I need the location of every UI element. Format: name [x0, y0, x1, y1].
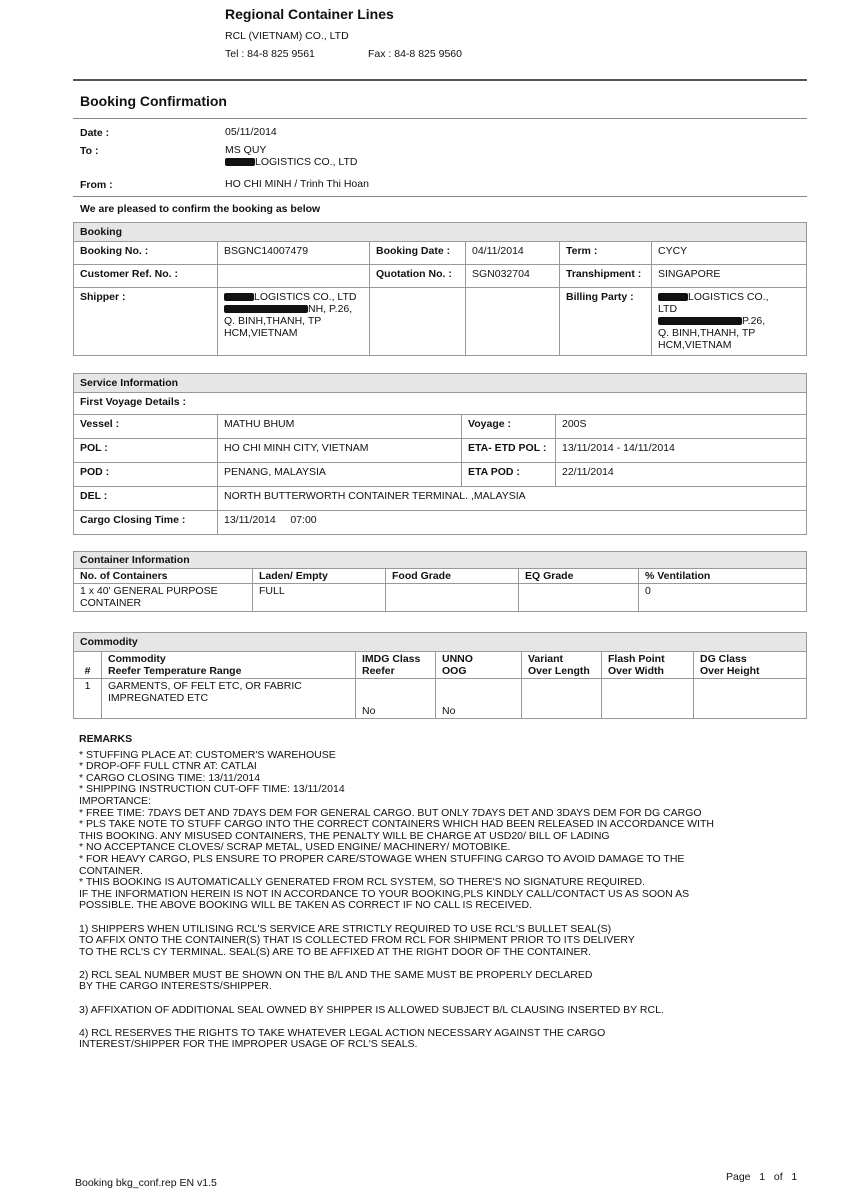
- commodity-table: [73, 632, 807, 719]
- office-name: RCL (VIETNAM) CO., LTD: [225, 30, 349, 42]
- billing-party-label: Billing Party :: [560, 288, 652, 356]
- oog-value: No: [436, 679, 522, 719]
- commodity-col-imdg: IMDG Class Reefer: [356, 652, 436, 679]
- laden-empty: FULL: [253, 584, 386, 612]
- shipper-label: Shipper :: [74, 288, 218, 356]
- term-label: Term :: [560, 242, 652, 265]
- booking-table: [73, 222, 807, 356]
- redaction-mark: [224, 293, 254, 301]
- remark-line: * SHIPPING INSTRUCTION CUT-OFF TIME: 13/11/2014: [79, 783, 345, 796]
- to-company: LOGISTICS CO., LTD: [225, 156, 358, 168]
- booking-section-header: Booking: [74, 223, 807, 242]
- eta-pod-label: ETA POD :: [462, 463, 556, 487]
- fax-number: Fax : 84-8 825 9560: [368, 48, 462, 60]
- intro-text: We are pleased to confirm the booking as below: [80, 203, 321, 215]
- remark-line: 1) SHIPPERS WHEN UTILISING RCL'S SERVICE ARE STRICTLY REQUIRED TO USE RCL'S BULLET SEAL(S): [79, 922, 612, 935]
- remark-line: * PLS TAKE NOTE TO STUFF CARGO INTO THE CORRECT CONTAINERS WHICH HAD BEEN RELEASED IN ACCORDANCE WITH: [79, 818, 714, 831]
- quotation-label: Quotation No. :: [370, 265, 466, 288]
- reefer-value: No: [356, 679, 436, 719]
- to-label: To :: [80, 145, 99, 157]
- del-value: NORTH BUTTERWORTH CONTAINER TERMINAL. ,MALAYSIA: [218, 487, 807, 511]
- eq-grade: [519, 584, 639, 612]
- transhipment-label: Transhipment :: [560, 265, 652, 288]
- remark-line: THIS BOOKING. ANY MISUSED CONTAINERS, THE PENALTY WILL BE CHARGE AT USD20/ BILL OF LADING: [79, 829, 610, 842]
- ventilation: 0: [639, 584, 807, 612]
- remark-line: TO AFFIX ONTO THE CONTAINER(S) THAT IS COLLECTED FROM RCL FOR SHIPMENT PRIOR TO ITS DELIVERY: [79, 934, 635, 947]
- container-count: 1 x 40' GENERAL PURPOSE CONTAINER: [74, 584, 253, 612]
- remark-line: TO THE RCL'S CY TERMINAL. SEAL(S) ARE TO BE AFFIXED AT THE RIGHT DOOR OF THE CONTAINER.: [79, 945, 591, 958]
- remark-line: 2) RCL SEAL NUMBER MUST BE SHOWN ON THE B/L AND THE SAME MUST BE PROPERLY DECLARED: [79, 968, 593, 981]
- redaction-mark: [225, 158, 255, 166]
- commodity-row-no: 1: [74, 679, 102, 719]
- container-table: [73, 551, 807, 612]
- first-voyage-label: First Voyage Details :: [74, 393, 807, 415]
- remark-line: INTEREST/SHIPPER FOR THE IMPROPER USAGE OF RCL'S SEALS.: [79, 1038, 418, 1051]
- booking-no: BSGNC14007479: [218, 242, 370, 265]
- container-section-header: Container Information: [74, 552, 807, 569]
- commodity-col-unno: UNNO OOG: [436, 652, 522, 679]
- remark-line: 3) AFFIXATION OF ADDITIONAL SEAL OWNED BY SHIPPER IS ALLOWED SUBJECT B/L CLAUSING INSERTED BY RCL.: [79, 1003, 664, 1016]
- booking-date-label: Booking Date :: [370, 242, 466, 265]
- transhipment-value: SINGAPORE: [652, 265, 807, 288]
- empty-cell: [370, 288, 466, 356]
- redaction-mark: [658, 293, 688, 301]
- company-name: Regional Container Lines: [225, 6, 394, 22]
- remark-line: * THIS BOOKING IS AUTOMATICALLY GENERATED FROM RCL SYSTEM, SO THERE'S NO SIGNATURE REQUIRED.: [79, 876, 645, 889]
- title-rule: [73, 118, 807, 119]
- remarks-title: REMARKS: [79, 733, 133, 745]
- cargo-closing-value: 13/11/2014 07:00: [218, 511, 807, 535]
- shipper-address: LOGISTICS CO., LTD NH, P.26, Q. BINH,THANH, TP HCM,VIETNAM: [218, 288, 370, 356]
- from-value: HO CHI MINH / Trinh Thi Hoan: [225, 178, 369, 190]
- remark-line: * CARGO CLOSING TIME: 13/11/2014: [79, 771, 261, 784]
- booking-no-label: Booking No. :: [74, 242, 218, 265]
- cargo-closing-label: Cargo Closing Time :: [74, 511, 218, 535]
- container-header: % Ventilation: [639, 569, 807, 584]
- remark-line: POSSIBLE. THE ABOVE BOOKING WILL BE TAKEN AS CORRECT IF NO CALL IS RECEIVED.: [79, 899, 532, 912]
- remark-line: [79, 993, 799, 1005]
- commodity-col-variant: Variant Over Length: [522, 652, 602, 679]
- commodity-col-dg: DG Class Over Height: [694, 652, 807, 679]
- del-label: DEL :: [74, 487, 218, 511]
- commodity-col-commodity: Commodity Reefer Temperature Range: [102, 652, 356, 679]
- empty-cell: [694, 679, 807, 719]
- container-header: Laden/ Empty: [253, 569, 386, 584]
- pod-label: POD :: [74, 463, 218, 487]
- date-value: 05/11/2014: [225, 126, 277, 138]
- term-value: CYCY: [652, 242, 807, 265]
- remark-line: IMPORTANCE:: [79, 794, 151, 807]
- remark-line: * FOR HEAVY CARGO, PLS ENSURE TO PROPER CARE/STOWAGE WHEN STUFFING CARGO TO AVOID DAMAGE TO THE: [79, 852, 685, 865]
- service-table: [73, 373, 807, 535]
- vessel-value: MATHU BHUM: [218, 415, 462, 439]
- booking-date: 04/11/2014: [466, 242, 560, 265]
- redaction-mark: [224, 305, 308, 313]
- quotation-no: SGN032704: [466, 265, 560, 288]
- billing-party-address: LOGISTICS CO., LTD P.26, Q. BINH,THANH, TP HCM,VIETNAM: [652, 288, 807, 356]
- pod-value: PENANG, MALAYSIA: [218, 463, 462, 487]
- empty-cell: [602, 679, 694, 719]
- food-grade: [386, 584, 519, 612]
- empty-cell: [466, 288, 560, 356]
- customer-ref: [218, 265, 370, 288]
- meta-rule: [73, 196, 807, 197]
- redaction-mark: [658, 317, 742, 325]
- pol-value: HO CHI MINH CITY, VIETNAM: [218, 439, 462, 463]
- remark-line: 4) RCL RESERVES THE RIGHTS TO TAKE WHATEVER LEGAL ACTION NECESSARY AGAINST THE CARGO: [79, 1026, 606, 1039]
- date-label: Date :: [80, 127, 110, 139]
- voyage-value: 200S: [556, 415, 807, 439]
- service-section-header: Service Information: [74, 374, 807, 393]
- eta-pod-value: 22/11/2014: [556, 463, 807, 487]
- remark-line: * NO ACCEPTANCE CLOVES/ SCRAP METAL, USED ENGINE/ MACHINERY/ MOTOBIKE.: [79, 841, 511, 854]
- commodity-description: GARMENTS, OF FELT ETC, OR FABRIC IMPREGNATED ETC: [102, 679, 356, 719]
- header-rule: [73, 79, 807, 81]
- pol-label: POL :: [74, 439, 218, 463]
- eta-etd-pol-value: 13/11/2014 - 14/11/2014: [556, 439, 807, 463]
- customer-ref-label: Customer Ref. No. :: [74, 265, 218, 288]
- to-name: MS QUY: [225, 144, 267, 156]
- vessel-label: Vessel :: [74, 415, 218, 439]
- commodity-col-no: #: [74, 652, 102, 679]
- remark-line: BY THE CARGO INTERESTS/SHIPPER.: [79, 980, 272, 993]
- remark-line: * STUFFING PLACE AT: CUSTOMER'S WAREHOUSE: [79, 748, 336, 761]
- remark-line: CONTAINER.: [79, 864, 143, 877]
- commodity-col-flash: Flash Point Over Width: [602, 652, 694, 679]
- container-header: No. of Containers: [74, 569, 253, 584]
- commodity-section-header: Commodity: [74, 633, 807, 652]
- remark-line: [79, 912, 799, 924]
- from-label: From :: [80, 179, 113, 191]
- form-id: Booking bkg_conf.rep EN v1.5: [75, 1177, 217, 1189]
- container-header: EQ Grade: [519, 569, 639, 584]
- container-header: Food Grade: [386, 569, 519, 584]
- remarks-lines: [79, 750, 799, 1051]
- remark-line: * DROP-OFF FULL CTNR AT: CATLAI: [79, 760, 257, 773]
- remark-line: IF THE INFORMATION HEREIN IS NOT IN ACCORDANCE TO YOUR BOOKING,PLS KINDLY CALL/CONTACT US AS SOON AS: [79, 887, 690, 900]
- remark-line: * FREE TIME: 7DAYS DET AND 7DAYS DEM FOR GENERAL CARGO. BUT ONLY 7DAYS DET AND 3DAYS DEM FOR DG CARGO: [79, 806, 702, 819]
- remarks-block: [79, 734, 799, 1051]
- tel-number: Tel : 84-8 825 9561: [225, 48, 315, 60]
- page-number: Page 1 of 1: [726, 1171, 798, 1183]
- empty-cell: [522, 679, 602, 719]
- page-title: Booking Confirmation: [80, 93, 227, 109]
- eta-etd-pol-label: ETA- ETD POL :: [462, 439, 556, 463]
- voyage-label: Voyage :: [462, 415, 556, 439]
